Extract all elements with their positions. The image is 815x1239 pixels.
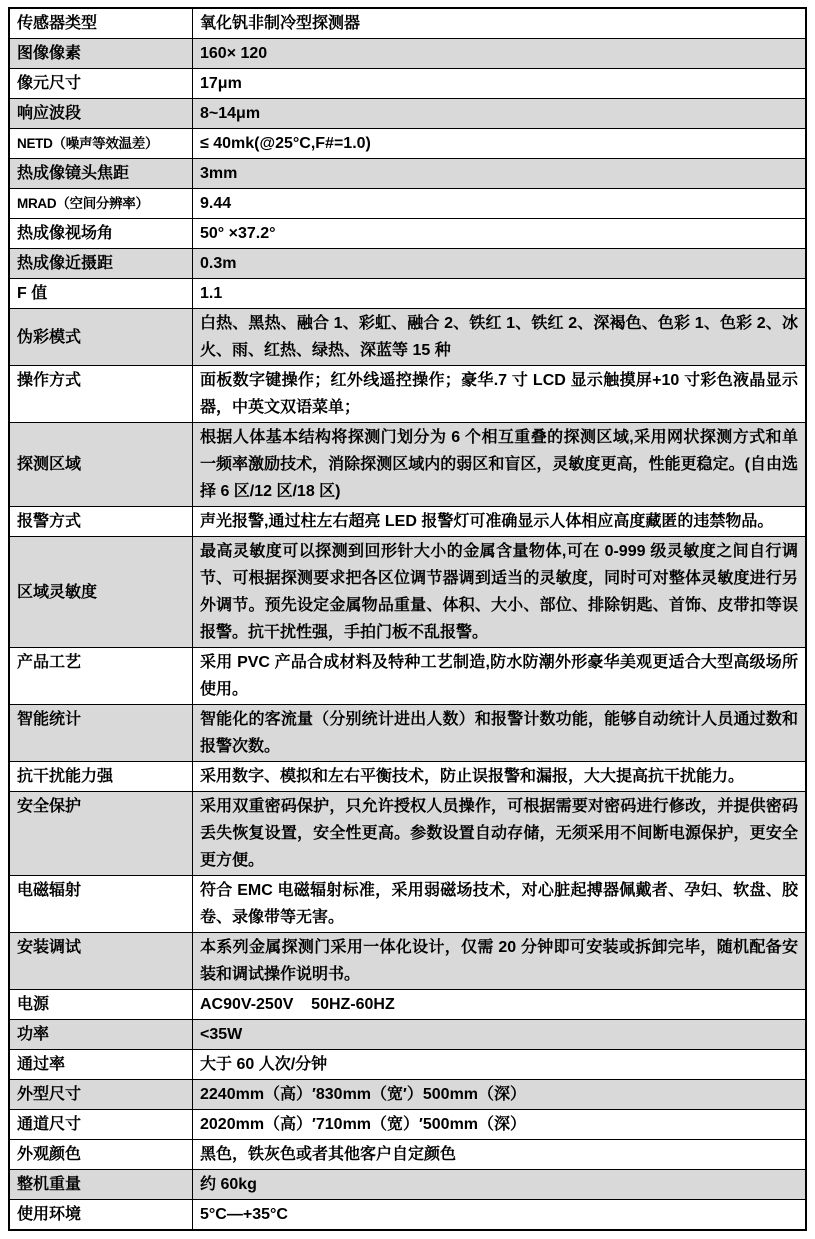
spec-value: 约 60kg [193, 1170, 807, 1200]
spec-label: 电源 [9, 990, 193, 1020]
table-row-sensor-type [9, 8, 806, 39]
spec-label: 整机重量 [9, 1170, 193, 1200]
table-row-mrad [9, 189, 806, 219]
spec-value: 根据人体基本结构将探测门划分为 6 个相互重叠的探测区域,采用网状探测方式和单一频率激励技术，消除探测区域内的弱区和盲区，灵敏度更高，性能更稳定。(自由选择 6 区/12 区/18 区) [193, 423, 807, 507]
spec-value: 大于 60 人次/分钟 [193, 1050, 807, 1080]
spec-label: 探测区域 [9, 423, 193, 507]
spec-label: 电磁辐射 [9, 876, 193, 933]
table-row-image-pixels [9, 39, 806, 69]
spec-label: 热成像视场角 [9, 219, 193, 249]
table-row-zone-sensitivity [9, 537, 806, 648]
spec-label: MRAD（空间分辨率） [9, 189, 193, 219]
table-row-alarm-mode [9, 507, 806, 537]
table-row-lens-focal-length [9, 159, 806, 189]
spec-label: 伪彩模式 [9, 309, 193, 366]
spec-value: 0.3m [193, 249, 807, 279]
spec-value: 8~14μm [193, 99, 807, 129]
table-row-operating-environment [9, 1200, 806, 1231]
spec-value: 本系列金属探测门采用一体化设计，仅需 20 分钟即可安装或拆卸完毕，随机配备安装和调试操作说明书。 [193, 933, 807, 990]
table-row-appearance-color [9, 1140, 806, 1170]
table-row-operation-mode [9, 366, 806, 423]
spec-label: 传感器类型 [9, 8, 193, 39]
spec-value: 符合 EMC 电磁辐射标准，采用弱磁场技术，对心脏起搏器佩戴者、孕妇、软盘、胶卷、录像带等无害。 [193, 876, 807, 933]
spec-table-body [9, 8, 806, 1230]
table-row-f-number [9, 279, 806, 309]
table-row-pseudo-color-modes [9, 309, 806, 366]
spec-label: 报警方式 [9, 507, 193, 537]
spec-value: 1.1 [193, 279, 807, 309]
table-row-detection-zones [9, 423, 806, 507]
table-row-close-range [9, 249, 806, 279]
spec-value: 黑色，铁灰色或者其他客户自定颜色 [193, 1140, 807, 1170]
table-row-channel-dimensions [9, 1110, 806, 1140]
table-row-pixel-size [9, 69, 806, 99]
spec-label: 功率 [9, 1020, 193, 1050]
table-row-installation [9, 933, 806, 990]
spec-value: 160× 120 [193, 39, 807, 69]
table-row-power [9, 1020, 806, 1050]
table-row-weight [9, 1170, 806, 1200]
spec-value: 白热、黑热、融合 1、彩虹、融合 2、铁红 1、铁红 2、深褐色、色彩 1、色彩 2、冰火、雨、红热、绿热、深蓝等 15 种 [193, 309, 807, 366]
spec-label: F 值 [9, 279, 193, 309]
spec-label: 操作方式 [9, 366, 193, 423]
table-row-electromagnetic-radiation [9, 876, 806, 933]
spec-table [8, 7, 807, 1231]
table-row-product-craft [9, 648, 806, 705]
table-row-power-supply [9, 990, 806, 1020]
spec-value: 采用 PVC 产品合成材料及特种工艺制造,防水防潮外形豪华美观更适合大型高级场所使用。 [193, 648, 807, 705]
spec-label: 像元尺寸 [9, 69, 193, 99]
table-row-smart-statistics [9, 705, 806, 762]
spec-value: 智能化的客流量（分别统计进出人数）和报警计数功能，能够自动统计人员通过数和报警次数。 [193, 705, 807, 762]
spec-value: <35W [193, 1020, 807, 1050]
spec-value: 17μm [193, 69, 807, 99]
spec-label: 外型尺寸 [9, 1080, 193, 1110]
spec-value: 氧化钒非制冷型探测器 [193, 8, 807, 39]
spec-label: 区域灵敏度 [9, 537, 193, 648]
table-row-pass-rate [9, 1050, 806, 1080]
spec-label: 外观颜色 [9, 1140, 193, 1170]
spec-label: 安装调试 [9, 933, 193, 990]
table-row-response-band [9, 99, 806, 129]
spec-value: 声光报警,通过柱左右超亮 LED 报警灯可准确显示人体相应高度藏匿的违禁物品。 [193, 507, 807, 537]
spec-value: 5°C—+35°C [193, 1200, 807, 1231]
table-row-field-of-view [9, 219, 806, 249]
table-row-anti-interference [9, 762, 806, 792]
spec-value: 2020mm（高）′710mm（宽）′500mm（深） [193, 1110, 807, 1140]
spec-label: 热成像镜头焦距 [9, 159, 193, 189]
spec-label: 图像像素 [9, 39, 193, 69]
spec-label: NETD（噪声等效温差） [9, 129, 193, 159]
spec-value: 2240mm（高）′830mm（宽′）500mm（深） [193, 1080, 807, 1110]
spec-value: ≤ 40mk(@25°C,F#=1.0) [193, 129, 807, 159]
spec-label: 抗干扰能力强 [9, 762, 193, 792]
spec-label: 通过率 [9, 1050, 193, 1080]
spec-label: 热成像近摄距 [9, 249, 193, 279]
spec-value: AC90V-250V 50HZ-60HZ [193, 990, 807, 1020]
table-row-netd [9, 129, 806, 159]
spec-value: 最高灵敏度可以探测到回形针大小的金属含量物体,可在 0-999 级灵敏度之间自行调节、可根据探测要求把各区位调节器调到适当的灵敏度，同时可对整体灵敏度进行另外调节。预先设定金属物品重量、体积、大小、部位、排除钥匙、首饰、皮带扣等误报警。抗干扰性强，手拍门板不乱报警。 [193, 537, 807, 648]
spec-value: 9.44 [193, 189, 807, 219]
spec-label: 安全保护 [9, 792, 193, 876]
spec-label: 响应波段 [9, 99, 193, 129]
spec-label: 智能统计 [9, 705, 193, 762]
spec-value: 采用双重密码保护，只允许授权人员操作，可根据需要对密码进行修改，并提供密码丢失恢复设置，安全性更高。参数设置自动存储，无须采用不间断电源保护，更安全更方便。 [193, 792, 807, 876]
spec-label: 通道尺寸 [9, 1110, 193, 1140]
spec-label: 产品工艺 [9, 648, 193, 705]
spec-label: 使用环境 [9, 1200, 193, 1231]
spec-value: 50° ×37.2° [193, 219, 807, 249]
spec-value: 面板数字键操作；红外线遥控操作；豪华.7 寸 LCD 显示触摸屏+10 寸彩色液晶显示器，中英文双语菜单； [193, 366, 807, 423]
spec-value: 采用数字、模拟和左右平衡技术，防止误报警和漏报，大大提高抗干扰能力。 [193, 762, 807, 792]
spec-value: 3mm [193, 159, 807, 189]
table-row-outer-dimensions [9, 1080, 806, 1110]
table-row-security-protection [9, 792, 806, 876]
